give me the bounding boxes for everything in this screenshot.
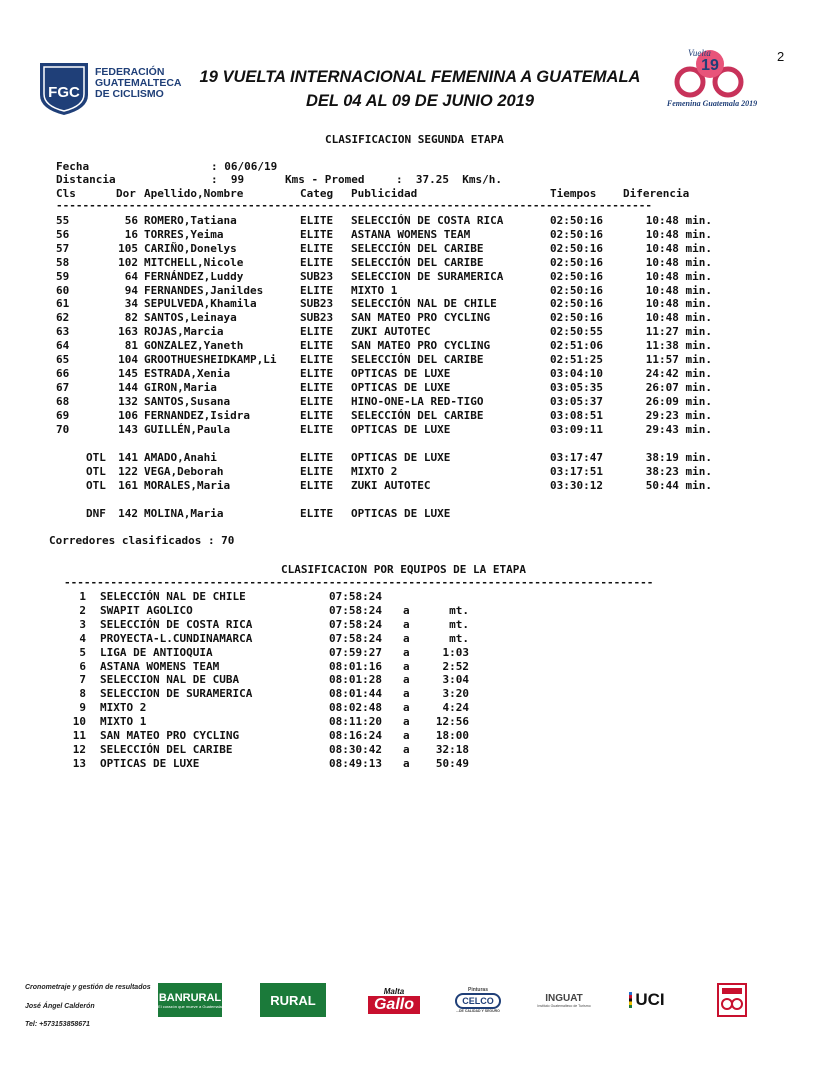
team-gap: mt. <box>449 631 469 645</box>
team-time: 08:49:13 <box>329 756 382 770</box>
rider-bib: 163 <box>118 325 138 339</box>
team-gap: 2:52 <box>442 659 469 673</box>
rider-category: ELITE <box>300 451 334 464</box>
team-name: SELECCIÓN DEL CARIBE <box>100 742 233 756</box>
rider-cls: 57 <box>56 241 70 255</box>
rider-team: SELECCIÓN DEL CARIBE <box>351 408 484 422</box>
page-number: 2 <box>777 49 785 64</box>
rider-category: SUB23 <box>300 311 334 325</box>
team-position: 4 <box>79 631 86 645</box>
rider-cls: OTL <box>86 451 106 464</box>
rider-team: OPTICAS DE LUXE <box>351 422 451 436</box>
sponsor-inguat <box>530 983 598 1017</box>
sponsor-banrural-tagline: El corazón que mueve a Guatemala <box>158 1003 222 1009</box>
rider-bib: 145 <box>118 366 138 380</box>
sponsor-gallo <box>350 983 438 1017</box>
rider-team: SELECCIÓN DEL CARIBE <box>351 255 484 269</box>
rider-difference: 38:23 min. <box>645 464 712 478</box>
team-position: 5 <box>79 645 86 659</box>
rider-team: SELECCIÓN DEL CARIBE <box>351 241 484 255</box>
rider-team: OPTICAS DE LUXE <box>351 507 451 520</box>
col-tiempos: Tiempos <box>550 187 597 200</box>
rider-category: ELITE <box>300 255 334 269</box>
rider-difference: 38:19 min. <box>645 451 712 464</box>
rider-time: 02:51:25 <box>550 353 603 366</box>
rider-team: OPTICAS DE LUXE <box>351 451 451 464</box>
rider-difference: 10:48 min. <box>645 214 712 227</box>
sponsor-celco-top: Pinturas <box>467 987 488 993</box>
rider-category: ELITE <box>300 380 334 394</box>
team-name: SELECCION DE SURAMERICA <box>100 687 253 701</box>
sponsor-gallo-top: Malta <box>383 986 405 996</box>
rider-team: SELECCIÓN NAL DE CHILE <box>351 297 497 311</box>
promedio-value: : 37.25 Kms/h. <box>396 173 502 186</box>
col-publicidad: Publicidad <box>351 187 418 200</box>
rider-bib: 143 <box>118 422 138 436</box>
distancia-label: Distancia <box>56 173 116 186</box>
federation-line-3: DE CICLISMO <box>95 88 164 100</box>
rider-difference: 50:44 min. <box>645 478 712 492</box>
federation-logo-text: FGC <box>48 84 80 101</box>
team-name: MIXTO 1 <box>100 715 147 729</box>
team-a: a <box>403 742 410 756</box>
team-position: 3 <box>79 617 86 631</box>
rider-cls: 69 <box>56 408 70 422</box>
rider-bib: 132 <box>118 394 138 408</box>
rider-name: FERNANDES,Janildes <box>144 283 264 297</box>
rider-team: SAN MATEO PRO CYCLING <box>351 311 491 325</box>
team-name: SELECCIÓN NAL DE CHILE <box>100 590 246 603</box>
rider-bib: 104 <box>118 353 138 366</box>
rider-category: ELITE <box>300 478 334 492</box>
team-time: 08:11:20 <box>329 715 382 729</box>
rider-team: ZUKI AUTOTEC <box>351 478 431 492</box>
rider-difference: 10:48 min. <box>645 227 712 241</box>
rider-bib: 142 <box>118 507 138 520</box>
rider-bib: 122 <box>118 464 138 478</box>
team-position: 12 <box>72 742 86 756</box>
rider-team: SELECCIÓN DEL CARIBE <box>351 353 484 366</box>
rider-cls: 65 <box>56 353 70 366</box>
rider-team: MIXTO 2 <box>351 464 398 478</box>
team-time: 07:59:27 <box>329 645 382 659</box>
team-a: a <box>403 687 410 701</box>
rider-category: ELITE <box>300 408 334 422</box>
teams-title: CLASIFICACION POR EQUIPOS DE LA ETAPA <box>281 563 527 576</box>
rider-time: 03:04:10 <box>550 366 603 380</box>
rider-category: ELITE <box>300 214 334 227</box>
rider-category: ELITE <box>300 422 334 436</box>
sponsor-uci <box>620 983 674 1017</box>
rider-bib: 34 <box>124 297 138 311</box>
rider-cls: 60 <box>56 283 70 297</box>
sponsor-inguat-tagline: Instituto Guatemalteco de Turismo <box>537 1003 591 1008</box>
team-name: SWAPIT AGOLICO <box>100 603 193 617</box>
team-gap: 12:56 <box>435 715 469 729</box>
sponsor-celco-tagline: ...DE CALIDAD Y SEGURO <box>456 1009 500 1013</box>
event-title: 19 VUELTA INTERNACIONAL FEMENINA A GUATEMALA <box>199 68 641 86</box>
rider-difference: 11:57 min. <box>645 353 712 366</box>
rider-team: MIXTO 1 <box>351 283 398 297</box>
teams-separator: ----------------------------------------------------------------------------------------- <box>64 576 654 589</box>
rider-cls: OTL <box>86 464 106 478</box>
team-name: PROYECTA-L.CUNDINAMARCA <box>100 631 253 645</box>
rider-time: 03:08:51 <box>550 408 603 422</box>
rider-difference: 24:42 min. <box>645 366 712 380</box>
rider-difference: 26:07 min. <box>645 380 712 394</box>
rider-cls: OTL <box>86 478 106 492</box>
team-gap: 32:18 <box>435 742 469 756</box>
team-time: 07:58:24 <box>329 590 382 603</box>
team-a: a <box>403 756 410 770</box>
fgc-small-logo-icon <box>717 983 747 1017</box>
rider-time: 02:50:16 <box>550 227 603 241</box>
rider-time: 03:05:37 <box>550 394 603 408</box>
team-name: MIXTO 2 <box>100 701 147 715</box>
rider-time: 02:50:16 <box>550 255 603 269</box>
rider-name: ESTRADA,Xenia <box>144 366 231 380</box>
rider-cls: 55 <box>56 214 70 227</box>
rider-time: 03:09:11 <box>550 422 603 436</box>
federation-name <box>95 67 182 100</box>
rider-name: SANTOS,Susana <box>144 394 231 408</box>
federation-line-2: GUATEMALTECA <box>95 77 182 89</box>
team-time: 07:58:24 <box>329 631 382 645</box>
team-a: a <box>403 701 410 715</box>
rider-category: ELITE <box>300 464 334 478</box>
team-time: 08:01:44 <box>329 687 382 701</box>
rider-time: 03:05:35 <box>550 380 603 394</box>
sponsor-rural: RURAL <box>260 983 326 1017</box>
rider-bib: 144 <box>118 380 138 394</box>
rider-difference: 29:43 min. <box>645 422 712 436</box>
rider-cls: 62 <box>56 311 70 325</box>
kms-label: Kms - Promed <box>285 173 365 186</box>
team-name: OPTICAS DE LUXE <box>100 756 200 770</box>
rider-time: 02:50:16 <box>550 269 603 283</box>
rider-difference: 10:48 min. <box>645 297 712 311</box>
rider-time: 02:50:16 <box>550 311 603 325</box>
sponsor-fgc <box>716 983 748 1017</box>
rider-bib: 82 <box>124 311 138 325</box>
rider-time: 02:51:06 <box>550 339 603 353</box>
rider-name: ROMERO,Tatiana <box>144 214 237 227</box>
col-cls: Cls <box>56 187 76 200</box>
distancia-line <box>56 173 502 187</box>
rider-team: ZUKI AUTOTEC <box>351 325 431 339</box>
rider-category: ELITE <box>300 394 334 408</box>
rider-difference: 10:48 min. <box>645 269 712 283</box>
rider-category: ELITE <box>300 353 334 366</box>
team-a: a <box>403 729 410 742</box>
rider-bib: 105 <box>118 241 138 255</box>
rider-difference: 11:27 min. <box>645 325 712 339</box>
team-a: a <box>403 715 410 729</box>
rider-name: FERNANDEZ,Isidra <box>144 408 250 422</box>
rider-cls: 70 <box>56 422 70 436</box>
vuelta-logo-number: 19 <box>701 57 719 74</box>
rider-category: ELITE <box>300 507 334 520</box>
rider-team: SELECCIÓN DE COSTA RICA <box>351 214 504 227</box>
team-time: 08:16:24 <box>329 729 382 742</box>
rider-cls: 64 <box>56 339 70 353</box>
col-categ: Categ <box>300 187 334 200</box>
team-gap: 3:04 <box>442 673 469 687</box>
col-diferencia: Diferencia <box>623 187 690 200</box>
sponsor-celco <box>450 983 506 1017</box>
rider-time: 02:50:16 <box>550 297 603 311</box>
rider-difference: 10:48 min. <box>645 311 712 325</box>
rider-category: SUB23 <box>300 297 334 311</box>
rider-category: ELITE <box>300 283 334 297</box>
rider-category: ELITE <box>300 241 334 255</box>
team-position: 1 <box>79 590 86 603</box>
team-a: a <box>403 617 410 631</box>
team-gap: mt. <box>449 603 469 617</box>
rider-bib: 102 <box>118 255 138 269</box>
team-name: LIGA DE ANTIOQUIA <box>100 645 213 659</box>
team-position: 8 <box>79 687 86 701</box>
team-position: 11 <box>72 729 86 742</box>
team-gap: 4:24 <box>442 701 469 715</box>
rider-name: GIRON,Maria <box>144 380 217 394</box>
team-position: 2 <box>79 603 86 617</box>
sponsor-banrural <box>158 983 222 1017</box>
team-a: a <box>403 603 410 617</box>
rider-difference: 10:48 min. <box>645 241 712 255</box>
timing-credit: Cronometraje y gestión de resultados <box>25 984 151 991</box>
rider-difference: 10:48 min. <box>645 255 712 269</box>
rider-bib: 161 <box>118 478 138 492</box>
rider-time: 02:50:16 <box>550 241 603 255</box>
sponsor-celco-name: CELCO <box>455 993 501 1009</box>
team-gap: 1:03 <box>442 645 469 659</box>
rider-cls: 59 <box>56 269 70 283</box>
team-gap: 50:49 <box>435 756 469 770</box>
rider-name: MITCHELL,Nicole <box>144 255 244 269</box>
rider-name: SANTOS,Leinaya <box>144 311 237 325</box>
rider-bib: 94 <box>124 283 138 297</box>
rider-time: 03:17:51 <box>550 464 603 478</box>
rider-team: OPTICAS DE LUXE <box>351 366 451 380</box>
rider-cls: 61 <box>56 297 70 311</box>
rider-time: 02:50:16 <box>550 214 603 227</box>
team-time: 08:02:48 <box>329 701 382 715</box>
rider-name: GUILLÉN,Paula <box>144 422 231 436</box>
team-gap: mt. <box>449 617 469 631</box>
team-gap: 3:20 <box>442 687 469 701</box>
rider-difference: 29:23 min. <box>645 408 712 422</box>
federation-line-1: FEDERACIÓN <box>95 66 165 78</box>
rider-team: SELECCION DE SURAMERICA <box>351 269 504 283</box>
rider-bib: 141 <box>118 451 138 464</box>
cyclist-logo-icon <box>666 42 758 114</box>
rider-difference: 26:09 min. <box>645 394 712 408</box>
team-position: 9 <box>79 701 86 715</box>
rider-time: 03:17:47 <box>550 451 603 464</box>
rider-name: GONZALEZ,Yaneth <box>144 339 244 353</box>
federation-logo <box>38 59 90 117</box>
rider-name: GROOTHUESHEIDKAMP,Li <box>144 353 277 366</box>
team-gap: 18:00 <box>435 729 469 742</box>
team-name: SELECCIÓN DE COSTA RICA <box>100 617 253 631</box>
team-a: a <box>403 645 410 659</box>
vuelta-logo-word: Vuelta <box>688 48 711 58</box>
rider-time: 02:50:16 <box>550 283 603 297</box>
rider-name: VEGA,Deborah <box>144 464 224 478</box>
team-position: 10 <box>72 715 86 729</box>
rider-cls: 66 <box>56 366 70 380</box>
rider-time: 02:50:55 <box>550 325 603 339</box>
timing-phone: Tel: +573153858671 <box>25 1021 90 1028</box>
rider-name: AMADO,Anahi <box>144 451 217 464</box>
team-name: ASTANA WOMENS TEAM <box>100 659 220 673</box>
rider-category: ELITE <box>300 366 334 380</box>
sponsor-uci-name: UCI <box>635 990 665 1009</box>
rider-bib: 56 <box>124 214 138 227</box>
uci-stripes-icon <box>629 992 632 1008</box>
rider-category: ELITE <box>300 325 334 339</box>
team-a: a <box>403 631 410 645</box>
federation-shield-icon <box>38 59 90 117</box>
rider-team: HINO-ONE-LA RED-TIGO <box>351 394 484 408</box>
rider-name: MORALES,Maria <box>144 478 231 492</box>
sponsor-gallo-name: Gallo <box>368 996 420 1014</box>
team-a: a <box>403 673 410 687</box>
rider-bib: 81 <box>124 339 138 353</box>
classified-count: Corredores clasificados : 70 <box>49 534 235 547</box>
sponsor-banrural-name: BANRURAL <box>158 991 222 1004</box>
rider-name: FERNÁNDEZ,Luddy <box>144 269 244 283</box>
rider-category: SUB23 <box>300 269 334 283</box>
rider-cls: 58 <box>56 255 70 269</box>
vuelta-logo <box>666 42 758 114</box>
team-position: 13 <box>72 756 86 770</box>
sponsor-inguat-name: INGUAT <box>545 992 583 1004</box>
vuelta-logo-script: Femenina Guatemala 2019 <box>666 99 758 108</box>
rider-category: ELITE <box>300 227 334 241</box>
rider-difference: 11:38 min. <box>645 339 712 353</box>
rider-name: MOLINA,Maria <box>144 507 224 520</box>
team-a: a <box>403 659 410 673</box>
rider-cls: 67 <box>56 380 70 394</box>
event-dates: DEL 04 AL 09 DE JUNIO 2019 <box>305 92 535 110</box>
rider-cls: 56 <box>56 227 70 241</box>
fecha-line <box>56 160 278 174</box>
team-time: 08:01:16 <box>329 659 382 673</box>
fecha-value: : 06/06/19 <box>211 160 278 173</box>
team-time: 08:30:42 <box>329 742 382 756</box>
team-position: 7 <box>79 673 86 687</box>
rider-time: 03:30:12 <box>550 478 603 492</box>
rider-bib: 106 <box>118 408 138 422</box>
team-time: 07:58:24 <box>329 603 382 617</box>
team-name: SAN MATEO PRO CYCLING <box>100 729 240 742</box>
rider-difference: 10:48 min. <box>645 283 712 297</box>
rider-name: TORRES,Yeima <box>144 227 224 241</box>
distancia-value: : 99 <box>211 173 245 186</box>
team-position: 6 <box>79 659 86 673</box>
timing-person: José Ángel Calderón <box>25 1003 95 1010</box>
team-name: SELECCION NAL DE CUBA <box>100 673 240 687</box>
col-dor: Dor <box>116 187 136 200</box>
rider-bib: 16 <box>124 227 138 241</box>
rider-team: OPTICAS DE LUXE <box>351 380 451 394</box>
rider-bib: 64 <box>124 269 138 283</box>
rider-name: SEPULVEDA,Khamila <box>144 297 257 311</box>
rider-cls: 68 <box>56 394 70 408</box>
rider-cls: 63 <box>56 325 70 339</box>
rider-category: ELITE <box>300 339 334 353</box>
rider-team: SAN MATEO PRO CYCLING <box>351 339 491 353</box>
team-time: 07:58:24 <box>329 617 382 631</box>
stage-separator: ------------------------------------------------------------------------------------------ <box>56 199 653 212</box>
rider-name: ROJAS,Marcia <box>144 325 224 339</box>
col-name: Apellido,Nombre <box>144 187 244 200</box>
fecha-label: Fecha <box>56 160 90 173</box>
rider-cls: DNF <box>86 507 106 520</box>
team-time: 08:01:28 <box>329 673 382 687</box>
rider-team: ASTANA WOMENS TEAM <box>351 227 471 241</box>
rider-name: CARIÑO,Donelys <box>144 241 237 255</box>
stage-title: CLASIFICACION SEGUNDA ETAPA <box>325 133 504 146</box>
